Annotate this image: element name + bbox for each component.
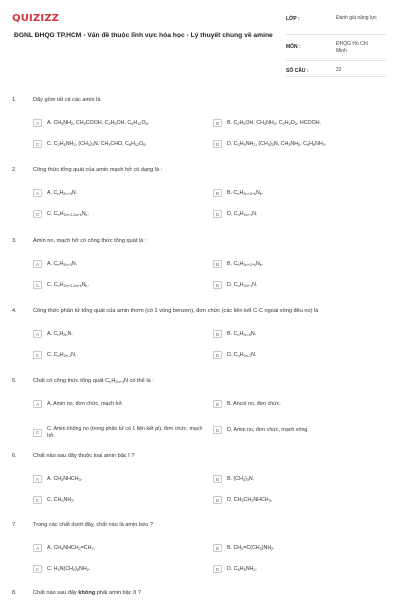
- question-text: Trong các chất dưới đây, chất nào là amin béo ?: [33, 522, 153, 528]
- answer-option-c[interactable]: [33, 281, 203, 289]
- answer-option-a[interactable]: [33, 544, 203, 552]
- question-number: 6.: [12, 453, 17, 459]
- option-letter-box: C: [33, 281, 42, 289]
- quizizz-logo: QUIZIZZ: [12, 13, 60, 24]
- option-letter-box: C: [33, 351, 42, 359]
- answer-option-a[interactable]: [33, 260, 203, 268]
- answer-option-b[interactable]: [213, 330, 388, 338]
- option-text: B. $C_2H_5OH$, $CH_3NH_2$, $C_2H_4O_2$, HCOOH.: [227, 119, 322, 126]
- class-label: LỚP :: [286, 16, 300, 22]
- option-letter-box: C: [33, 140, 42, 148]
- option-text: C. $C_nH_{2n-1}N$.: [47, 351, 77, 358]
- answer-option-a[interactable]: [33, 400, 203, 408]
- option-letter-box: C: [33, 496, 42, 504]
- answer-option-b[interactable]: [213, 189, 388, 197]
- question-text: Amin no, mạch hở có công thức tổng quát là :: [33, 238, 147, 244]
- option-letter-box: A: [33, 475, 42, 483]
- question-text: Công thức tổng quát của amin mạch hở có dạng là :: [33, 167, 163, 173]
- option-text: D. Amin no, đơn chức, mạch vòng.: [227, 426, 309, 433]
- option-letter-box: B: [213, 544, 222, 552]
- option-text: D. $C_nH_{2n-7}N$.: [227, 351, 257, 358]
- question-number: 8.: [12, 590, 17, 596]
- question-number: 7.: [12, 522, 17, 528]
- option-text: B. $C_nH_{2n-5}N$.: [227, 330, 257, 337]
- option-text: D. $CH_3CH_2NHCH_3$.: [227, 496, 273, 503]
- option-text: D. $C_nH_{2n+1}N$.: [227, 281, 258, 288]
- option-text: C. $H_2N(CH_2)_6NH_2$.: [47, 565, 91, 572]
- option-text: A. $C_nH_{2n+3}N$.: [47, 189, 78, 196]
- answer-option-d[interactable]: [213, 496, 388, 504]
- option-letter-box: B: [213, 119, 222, 127]
- option-letter-box: A: [33, 400, 42, 408]
- answer-option-d[interactable]: [213, 351, 388, 359]
- document-title: ĐGNL ĐHQG TP.HCM - Vấn đề thuộc lĩnh vực hóa học - Lý thuyết chung về amine: [14, 32, 273, 39]
- option-letter-box: D: [213, 426, 222, 434]
- option-letter-box: A: [33, 260, 42, 268]
- question-text: Chất nào sau đây thuộc loại amin bậc I ?: [33, 453, 135, 459]
- option-letter-box: B: [213, 330, 222, 338]
- option-text: C. $C_2H_5NH_2$, $(CH_3)_3N$, $CH_3CHO$, $C_6H_{12}O_6$.: [47, 140, 147, 147]
- meta-panel: [286, 14, 386, 77]
- question-text: Chất có công thức tổng quát $C_nH_{2n+3}N$ có thể là :: [33, 378, 154, 384]
- answer-option-b[interactable]: [213, 475, 388, 483]
- answer-option-c[interactable]: [33, 210, 203, 218]
- option-letter-box: D: [213, 140, 222, 148]
- answer-option-c[interactable]: [33, 565, 203, 573]
- option-letter-box: D: [213, 351, 222, 359]
- question-number: 3.: [12, 238, 17, 244]
- question-text: Công thức phân tử tổng quát của amin thơm (có 1 vòng benzen), đơn chức (các liên kết C-C ngoài vòng đều no) là: [33, 308, 319, 314]
- answer-option-a[interactable]: [33, 189, 203, 197]
- answer-option-c[interactable]: [33, 140, 203, 148]
- option-text: C. $C_nH_{2n+2-2a+k}N_k$.: [47, 210, 89, 217]
- question-text: Chất nào sau đây không phải amin bậc II ?: [33, 590, 141, 596]
- answer-option-d[interactable]: [213, 140, 388, 148]
- option-letter-box: D: [213, 281, 222, 289]
- option-letter-box: C: [33, 210, 42, 218]
- answer-option-d[interactable]: [213, 210, 388, 218]
- option-text: C. $C_nH_{2n+2-2a+k}N_k$.: [47, 281, 89, 288]
- option-text: C. Amin không no (trong phân tử có 1 liên kết pi), đơn chức, mạch hở.: [47, 426, 203, 439]
- answer-option-c[interactable]: [33, 426, 203, 439]
- option-text: B. $C_nH_{2n+2+k}N_k$.: [227, 189, 264, 196]
- option-letter-box: C: [33, 565, 42, 573]
- option-letter-box: B: [213, 400, 222, 408]
- option-letter-box: C: [33, 429, 42, 437]
- answer-option-a[interactable]: [33, 475, 203, 483]
- option-letter-box: A: [33, 189, 42, 197]
- answer-option-b[interactable]: [213, 400, 388, 408]
- answer-option-b[interactable]: [213, 544, 388, 552]
- class-value: Đánh giá năng lực: [336, 15, 377, 21]
- option-text: B. Ancol no, đơn chức.: [227, 400, 281, 407]
- option-text: A. $CH_3NHCH_3$.: [47, 475, 83, 482]
- option-letter-box: A: [33, 330, 42, 338]
- option-letter-box: A: [33, 544, 42, 552]
- option-letter-box: D: [213, 565, 222, 573]
- answer-option-b[interactable]: [213, 260, 388, 268]
- option-text: B. $(CH_3)_3N$.: [227, 475, 255, 482]
- answer-option-c[interactable]: [33, 351, 203, 359]
- option-text: A. $C_nH_{2n}N$.: [47, 330, 73, 337]
- subject-label: MÔN :: [286, 44, 301, 50]
- option-text: D. $C_6H_5NH_2$.: [227, 565, 257, 572]
- option-letter-box: B: [213, 260, 222, 268]
- option-letter-box: D: [213, 210, 222, 218]
- option-letter-box: D: [213, 496, 222, 504]
- answer-option-d[interactable]: [213, 426, 388, 434]
- option-text: D. $C_nH_{2n+1}N$.: [227, 210, 258, 217]
- option-letter-box: B: [213, 475, 222, 483]
- question-count-label: SỐ CÂU :: [286, 68, 309, 74]
- question-count-value: 22: [336, 67, 342, 73]
- option-text: A. $CH_3NH_2$, $CH_3COOH$, $C_2H_5OH$, $C_6H_{12}O_6$.: [47, 119, 150, 126]
- option-text: A. Amin no, đơn chức, mạch hở.: [47, 400, 124, 407]
- option-text: B. $C_nH_{2n+2+k}N_k$.: [227, 260, 264, 267]
- option-text: C. $CH_3NH_2$.: [47, 496, 75, 503]
- question-number: 2.: [12, 167, 17, 173]
- question-number: 4.: [12, 308, 17, 314]
- option-text: D. $C_2H_5NH_2$, $(CH_3)_3N$, $CH_3NH_2$, $C_6H_5NH_2$.: [227, 140, 327, 147]
- answer-option-b[interactable]: [213, 119, 388, 127]
- option-text: B. $CH_2=C(CH_3)NH_2$.: [227, 544, 275, 551]
- question-number: 5.: [12, 378, 17, 384]
- answer-option-d[interactable]: [213, 281, 388, 289]
- answer-option-c[interactable]: [33, 496, 203, 504]
- option-text: A. $CH_3NHCH_2=CH_2$.: [47, 544, 96, 551]
- option-letter-box: B: [213, 189, 222, 197]
- option-text: A. $C_nH_{2n+3}N$.: [47, 260, 78, 267]
- answer-option-d[interactable]: [213, 565, 388, 573]
- answer-option-a[interactable]: [33, 119, 203, 127]
- option-letter-box: A: [33, 119, 42, 127]
- question-number: 1.: [12, 97, 17, 103]
- subject-value: ĐHQG Hồ Chí Minh: [336, 41, 368, 54]
- answer-option-a[interactable]: [33, 330, 203, 338]
- question-text: Dãy gồm tất cả các amin là: [33, 97, 101, 103]
